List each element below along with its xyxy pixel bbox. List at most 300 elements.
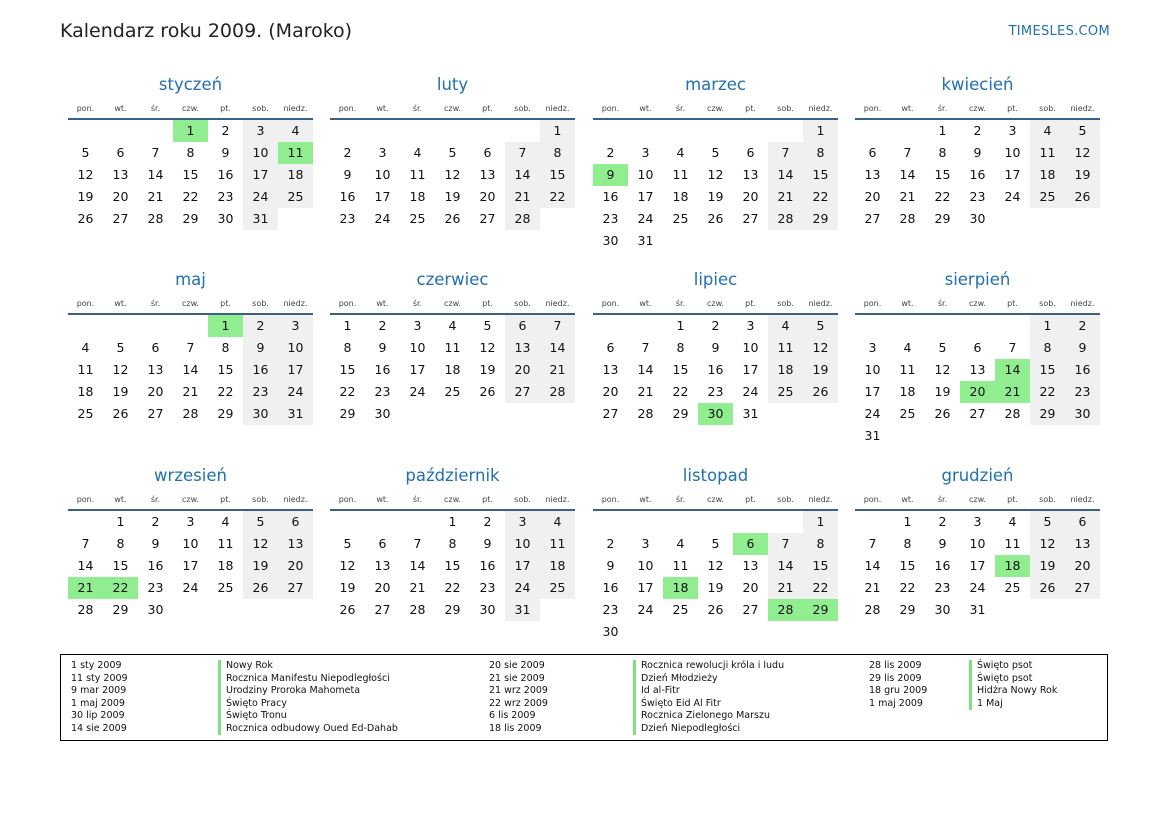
day-cell[interactable]: 3 bbox=[1008, 123, 1017, 138]
day-cell[interactable]: 13 bbox=[112, 167, 129, 182]
day-cell[interactable]: 22 bbox=[103, 577, 138, 599]
day-cell[interactable]: 21 bbox=[540, 359, 575, 381]
day-cell[interactable]: 2 bbox=[606, 536, 615, 551]
day-cell[interactable]: 18 bbox=[278, 164, 313, 186]
day-cell[interactable]: 5 bbox=[1065, 120, 1100, 142]
day-cell[interactable]: 24 bbox=[637, 602, 654, 617]
day-cell[interactable]: 9 bbox=[606, 558, 615, 573]
day-cell[interactable]: 15 bbox=[112, 558, 129, 573]
day-cell[interactable]: 29 bbox=[182, 211, 199, 226]
day-cell[interactable]: 5 bbox=[483, 318, 492, 333]
day-cell[interactable]: 10 bbox=[742, 340, 759, 355]
day-cell[interactable]: 4 bbox=[448, 318, 457, 333]
day-cell[interactable]: 8 bbox=[186, 145, 195, 160]
day-cell[interactable]: 14 bbox=[995, 359, 1030, 381]
day-cell[interactable]: 1 bbox=[903, 514, 912, 529]
day-cell[interactable]: 20 bbox=[479, 189, 496, 204]
day-cell[interactable]: 27 bbox=[969, 406, 986, 421]
day-cell[interactable]: 26 bbox=[707, 211, 724, 226]
day-cell[interactable]: 28 bbox=[77, 602, 94, 617]
day-cell[interactable]: 15 bbox=[803, 555, 838, 577]
day-cell[interactable]: 3 bbox=[186, 514, 195, 529]
day-cell[interactable]: 17 bbox=[409, 362, 426, 377]
day-cell[interactable]: 19 bbox=[243, 555, 278, 577]
day-cell[interactable]: 13 bbox=[278, 533, 313, 555]
day-cell[interactable]: 18 bbox=[1030, 164, 1065, 186]
day-cell[interactable]: 16 bbox=[374, 362, 391, 377]
day-cell[interactable]: 4 bbox=[676, 536, 685, 551]
day-cell[interactable]: 27 bbox=[112, 211, 129, 226]
day-cell[interactable]: 6 bbox=[378, 536, 387, 551]
day-cell[interactable]: 20 bbox=[112, 189, 129, 204]
day-cell[interactable]: 24 bbox=[243, 186, 278, 208]
day-cell[interactable]: 25 bbox=[77, 406, 94, 421]
day-cell[interactable]: 25 bbox=[1030, 186, 1065, 208]
day-cell[interactable]: 3 bbox=[505, 511, 540, 533]
day-cell[interactable]: 10 bbox=[505, 533, 540, 555]
day-cell[interactable]: 16 bbox=[602, 580, 619, 595]
day-cell[interactable]: 19 bbox=[444, 189, 461, 204]
day-cell[interactable]: 7 bbox=[1008, 340, 1017, 355]
day-cell[interactable]: 12 bbox=[1065, 142, 1100, 164]
day-cell[interactable]: 9 bbox=[1065, 337, 1100, 359]
day-cell[interactable]: 11 bbox=[1030, 142, 1065, 164]
day-cell[interactable]: 13 bbox=[1065, 533, 1100, 555]
day-cell[interactable]: 23 bbox=[479, 580, 496, 595]
day-cell[interactable]: 14 bbox=[540, 337, 575, 359]
day-cell[interactable]: 9 bbox=[593, 164, 628, 186]
day-cell[interactable]: 23 bbox=[602, 211, 619, 226]
day-cell[interactable]: 12 bbox=[112, 362, 129, 377]
day-cell[interactable]: 17 bbox=[182, 558, 199, 573]
day-cell[interactable]: 19 bbox=[339, 580, 356, 595]
day-cell[interactable]: 4 bbox=[413, 145, 422, 160]
day-cell[interactable]: 3 bbox=[868, 340, 877, 355]
day-cell[interactable]: 10 bbox=[243, 142, 278, 164]
day-cell[interactable]: 14 bbox=[637, 362, 654, 377]
day-cell[interactable]: 31 bbox=[278, 403, 313, 425]
day-cell[interactable]: 30 bbox=[217, 211, 234, 226]
day-cell[interactable]: 7 bbox=[505, 142, 540, 164]
day-cell[interactable]: 30 bbox=[602, 624, 619, 639]
day-cell[interactable]: 17 bbox=[505, 555, 540, 577]
day-cell[interactable]: 31 bbox=[505, 599, 540, 621]
day-cell[interactable]: 28 bbox=[409, 602, 426, 617]
day-cell[interactable]: 13 bbox=[479, 167, 496, 182]
day-cell[interactable]: 24 bbox=[1004, 189, 1021, 204]
day-cell[interactable]: 4 bbox=[540, 511, 575, 533]
day-cell[interactable]: 19 bbox=[112, 384, 129, 399]
day-cell[interactable]: 16 bbox=[147, 558, 164, 573]
day-cell[interactable]: 28 bbox=[899, 211, 916, 226]
day-cell[interactable]: 13 bbox=[147, 362, 164, 377]
day-cell[interactable]: 11 bbox=[899, 362, 916, 377]
day-cell[interactable]: 21 bbox=[768, 186, 803, 208]
day-cell[interactable]: 4 bbox=[1008, 514, 1017, 529]
day-cell[interactable]: 12 bbox=[77, 167, 94, 182]
day-cell[interactable]: 24 bbox=[637, 211, 654, 226]
day-cell[interactable]: 31 bbox=[742, 406, 759, 421]
day-cell[interactable]: 28 bbox=[182, 406, 199, 421]
day-cell[interactable]: 1 bbox=[1030, 315, 1065, 337]
day-cell[interactable]: 2 bbox=[221, 123, 230, 138]
day-cell[interactable]: 29 bbox=[803, 599, 838, 621]
day-cell[interactable]: 16 bbox=[339, 189, 356, 204]
day-cell[interactable]: 7 bbox=[641, 340, 650, 355]
day-cell[interactable]: 7 bbox=[151, 145, 160, 160]
day-cell[interactable]: 6 bbox=[483, 145, 492, 160]
day-cell[interactable]: 5 bbox=[938, 340, 947, 355]
day-cell[interactable]: 20 bbox=[742, 580, 759, 595]
day-cell[interactable]: 24 bbox=[969, 580, 986, 595]
day-cell[interactable]: 12 bbox=[707, 558, 724, 573]
day-cell[interactable]: 18 bbox=[672, 189, 689, 204]
day-cell[interactable]: 23 bbox=[217, 189, 234, 204]
day-cell[interactable]: 26 bbox=[479, 384, 496, 399]
day-cell[interactable]: 14 bbox=[77, 558, 94, 573]
day-cell[interactable]: 5 bbox=[448, 145, 457, 160]
day-cell[interactable]: 26 bbox=[1030, 577, 1065, 599]
day-cell[interactable]: 9 bbox=[483, 536, 492, 551]
day-cell[interactable]: 7 bbox=[903, 145, 912, 160]
day-cell[interactable]: 18 bbox=[217, 558, 234, 573]
day-cell[interactable]: 16 bbox=[969, 167, 986, 182]
day-cell[interactable]: 2 bbox=[606, 145, 615, 160]
site-link[interactable]: TIMESLES.COM bbox=[1008, 24, 1110, 39]
day-cell[interactable]: 18 bbox=[409, 189, 426, 204]
day-cell[interactable]: 11 bbox=[768, 337, 803, 359]
day-cell[interactable]: 1 bbox=[938, 123, 947, 138]
day-cell[interactable]: 2 bbox=[378, 318, 387, 333]
day-cell[interactable]: 4 bbox=[903, 340, 912, 355]
day-cell[interactable]: 6 bbox=[733, 533, 768, 555]
day-cell[interactable]: 18 bbox=[77, 384, 94, 399]
day-cell[interactable]: 19 bbox=[77, 189, 94, 204]
day-cell[interactable]: 20 bbox=[742, 189, 759, 204]
day-cell[interactable]: 31 bbox=[243, 208, 278, 230]
day-cell[interactable]: 7 bbox=[768, 533, 803, 555]
day-cell[interactable]: 19 bbox=[479, 362, 496, 377]
day-cell[interactable]: 12 bbox=[1030, 533, 1065, 555]
day-cell[interactable]: 8 bbox=[938, 145, 947, 160]
day-cell[interactable]: 22 bbox=[672, 384, 689, 399]
day-cell[interactable]: 28 bbox=[505, 208, 540, 230]
day-cell[interactable]: 16 bbox=[217, 167, 234, 182]
day-cell[interactable]: 10 bbox=[969, 536, 986, 551]
day-cell[interactable]: 14 bbox=[182, 362, 199, 377]
day-cell[interactable]: 21 bbox=[505, 186, 540, 208]
day-cell[interactable]: 26 bbox=[444, 211, 461, 226]
day-cell[interactable]: 24 bbox=[409, 384, 426, 399]
day-cell[interactable]: 6 bbox=[116, 145, 125, 160]
day-cell[interactable]: 6 bbox=[973, 340, 982, 355]
day-cell[interactable]: 5 bbox=[711, 536, 720, 551]
day-cell[interactable]: 6 bbox=[151, 340, 160, 355]
day-cell[interactable]: 10 bbox=[864, 362, 881, 377]
day-cell[interactable]: 15 bbox=[672, 362, 689, 377]
day-cell[interactable]: 16 bbox=[934, 558, 951, 573]
day-cell[interactable]: 30 bbox=[147, 602, 164, 617]
day-cell[interactable]: 28 bbox=[1004, 406, 1021, 421]
day-cell[interactable]: 26 bbox=[112, 406, 129, 421]
day-cell[interactable]: 4 bbox=[81, 340, 90, 355]
day-cell[interactable]: 13 bbox=[505, 337, 540, 359]
day-cell[interactable]: 31 bbox=[969, 602, 986, 617]
day-cell[interactable]: 21 bbox=[768, 577, 803, 599]
day-cell[interactable]: 21 bbox=[864, 580, 881, 595]
day-cell[interactable]: 27 bbox=[278, 577, 313, 599]
day-cell[interactable]: 20 bbox=[960, 381, 995, 403]
day-cell[interactable]: 16 bbox=[243, 359, 278, 381]
day-cell[interactable]: 22 bbox=[1030, 381, 1065, 403]
day-cell[interactable]: 22 bbox=[182, 189, 199, 204]
day-cell[interactable]: 17 bbox=[243, 164, 278, 186]
day-cell[interactable]: 24 bbox=[864, 406, 881, 421]
day-cell[interactable]: 22 bbox=[444, 580, 461, 595]
day-cell[interactable]: 7 bbox=[768, 142, 803, 164]
day-cell[interactable]: 4 bbox=[768, 315, 803, 337]
day-cell[interactable]: 17 bbox=[374, 189, 391, 204]
day-cell[interactable]: 28 bbox=[147, 211, 164, 226]
day-cell[interactable]: 27 bbox=[742, 602, 759, 617]
day-cell[interactable]: 23 bbox=[339, 211, 356, 226]
day-cell[interactable]: 29 bbox=[444, 602, 461, 617]
day-cell[interactable]: 15 bbox=[934, 167, 951, 182]
day-cell[interactable]: 22 bbox=[803, 577, 838, 599]
day-cell[interactable]: 27 bbox=[602, 406, 619, 421]
day-cell[interactable]: 22 bbox=[217, 384, 234, 399]
day-cell[interactable]: 13 bbox=[374, 558, 391, 573]
day-cell[interactable]: 17 bbox=[1004, 167, 1021, 182]
day-cell[interactable]: 25 bbox=[540, 577, 575, 599]
day-cell[interactable]: 11 bbox=[540, 533, 575, 555]
day-cell[interactable]: 24 bbox=[742, 384, 759, 399]
day-cell[interactable]: 28 bbox=[768, 599, 803, 621]
day-cell[interactable]: 29 bbox=[672, 406, 689, 421]
day-cell[interactable]: 18 bbox=[899, 384, 916, 399]
day-cell[interactable]: 18 bbox=[663, 577, 698, 599]
day-cell[interactable]: 15 bbox=[182, 167, 199, 182]
day-cell[interactable]: 12 bbox=[243, 533, 278, 555]
day-cell[interactable]: 12 bbox=[444, 167, 461, 182]
day-cell[interactable]: 14 bbox=[899, 167, 916, 182]
day-cell[interactable]: 12 bbox=[479, 340, 496, 355]
day-cell[interactable]: 27 bbox=[374, 602, 391, 617]
day-cell[interactable]: 6 bbox=[505, 315, 540, 337]
day-cell[interactable]: 3 bbox=[641, 536, 650, 551]
day-cell[interactable]: 20 bbox=[602, 384, 619, 399]
day-cell[interactable]: 23 bbox=[147, 580, 164, 595]
day-cell[interactable]: 31 bbox=[637, 233, 654, 248]
day-cell[interactable]: 17 bbox=[742, 362, 759, 377]
day-cell[interactable]: 2 bbox=[711, 318, 720, 333]
day-cell[interactable]: 17 bbox=[278, 359, 313, 381]
day-cell[interactable]: 12 bbox=[339, 558, 356, 573]
day-cell[interactable]: 23 bbox=[1065, 381, 1100, 403]
day-cell[interactable]: 21 bbox=[637, 384, 654, 399]
day-cell[interactable]: 25 bbox=[672, 602, 689, 617]
day-cell[interactable]: 11 bbox=[1004, 536, 1021, 551]
day-cell[interactable]: 24 bbox=[505, 577, 540, 599]
day-cell[interactable]: 8 bbox=[540, 142, 575, 164]
day-cell[interactable]: 23 bbox=[602, 602, 619, 617]
day-cell[interactable]: 23 bbox=[969, 189, 986, 204]
day-cell[interactable]: 9 bbox=[973, 145, 982, 160]
day-cell[interactable]: 21 bbox=[899, 189, 916, 204]
day-cell[interactable]: 17 bbox=[637, 189, 654, 204]
day-cell[interactable]: 3 bbox=[378, 145, 387, 160]
day-cell[interactable]: 20 bbox=[505, 359, 540, 381]
day-cell[interactable]: 14 bbox=[864, 558, 881, 573]
day-cell[interactable]: 6 bbox=[1065, 511, 1100, 533]
day-cell[interactable]: 30 bbox=[698, 403, 733, 425]
day-cell[interactable]: 14 bbox=[505, 164, 540, 186]
day-cell[interactable]: 18 bbox=[995, 555, 1030, 577]
day-cell[interactable]: 22 bbox=[803, 186, 838, 208]
day-cell[interactable]: 1 bbox=[116, 514, 125, 529]
day-cell[interactable]: 15 bbox=[339, 362, 356, 377]
day-cell[interactable]: 20 bbox=[374, 580, 391, 595]
day-cell[interactable]: 18 bbox=[444, 362, 461, 377]
day-cell[interactable]: 8 bbox=[1030, 337, 1065, 359]
day-cell[interactable]: 13 bbox=[864, 167, 881, 182]
day-cell[interactable]: 6 bbox=[606, 340, 615, 355]
day-cell[interactable]: 12 bbox=[707, 167, 724, 182]
day-cell[interactable]: 2 bbox=[938, 514, 947, 529]
day-cell[interactable]: 10 bbox=[637, 558, 654, 573]
day-cell[interactable]: 27 bbox=[147, 406, 164, 421]
day-cell[interactable]: 15 bbox=[217, 362, 234, 377]
day-cell[interactable]: 28 bbox=[768, 208, 803, 230]
day-cell[interactable]: 4 bbox=[1030, 120, 1065, 142]
day-cell[interactable]: 3 bbox=[973, 514, 982, 529]
day-cell[interactable]: 1 bbox=[448, 514, 457, 529]
day-cell[interactable]: 30 bbox=[1065, 403, 1100, 425]
day-cell[interactable]: 29 bbox=[112, 602, 129, 617]
day-cell[interactable]: 21 bbox=[182, 384, 199, 399]
day-cell[interactable]: 24 bbox=[374, 211, 391, 226]
day-cell[interactable]: 12 bbox=[934, 362, 951, 377]
day-cell[interactable]: 11 bbox=[672, 167, 689, 182]
day-cell[interactable]: 29 bbox=[217, 406, 234, 421]
day-cell[interactable]: 10 bbox=[409, 340, 426, 355]
day-cell[interactable]: 30 bbox=[243, 403, 278, 425]
day-cell[interactable]: 15 bbox=[899, 558, 916, 573]
day-cell[interactable]: 9 bbox=[711, 340, 720, 355]
day-cell[interactable]: 15 bbox=[444, 558, 461, 573]
day-cell[interactable]: 7 bbox=[413, 536, 422, 551]
day-cell[interactable]: 17 bbox=[969, 558, 986, 573]
day-cell[interactable]: 26 bbox=[243, 577, 278, 599]
day-cell[interactable]: 5 bbox=[81, 145, 90, 160]
day-cell[interactable]: 30 bbox=[374, 406, 391, 421]
day-cell[interactable]: 9 bbox=[151, 536, 160, 551]
day-cell[interactable]: 25 bbox=[899, 406, 916, 421]
day-cell[interactable]: 20 bbox=[147, 384, 164, 399]
day-cell[interactable]: 5 bbox=[1030, 511, 1065, 533]
day-cell[interactable]: 26 bbox=[339, 602, 356, 617]
day-cell[interactable]: 7 bbox=[868, 536, 877, 551]
day-cell[interactable]: 1 bbox=[208, 315, 243, 337]
day-cell[interactable]: 19 bbox=[707, 189, 724, 204]
day-cell[interactable]: 19 bbox=[1065, 164, 1100, 186]
day-cell[interactable]: 20 bbox=[1065, 555, 1100, 577]
day-cell[interactable]: 17 bbox=[864, 384, 881, 399]
day-cell[interactable]: 22 bbox=[540, 186, 575, 208]
day-cell[interactable]: 19 bbox=[1030, 555, 1065, 577]
day-cell[interactable]: 9 bbox=[243, 337, 278, 359]
day-cell[interactable]: 8 bbox=[803, 533, 838, 555]
day-cell[interactable]: 18 bbox=[540, 555, 575, 577]
day-cell[interactable]: 14 bbox=[768, 164, 803, 186]
day-cell[interactable]: 25 bbox=[278, 186, 313, 208]
day-cell[interactable]: 26 bbox=[77, 211, 94, 226]
day-cell[interactable]: 25 bbox=[217, 580, 234, 595]
day-cell[interactable]: 2 bbox=[973, 123, 982, 138]
day-cell[interactable]: 27 bbox=[864, 211, 881, 226]
day-cell[interactable]: 23 bbox=[243, 381, 278, 403]
day-cell[interactable]: 22 bbox=[339, 384, 356, 399]
day-cell[interactable]: 1 bbox=[676, 318, 685, 333]
day-cell[interactable]: 20 bbox=[864, 189, 881, 204]
day-cell[interactable]: 4 bbox=[221, 514, 230, 529]
day-cell[interactable]: 2 bbox=[483, 514, 492, 529]
day-cell[interactable]: 1 bbox=[803, 511, 838, 533]
day-cell[interactable]: 10 bbox=[374, 167, 391, 182]
day-cell[interactable]: 12 bbox=[803, 337, 838, 359]
day-cell[interactable]: 13 bbox=[969, 362, 986, 377]
day-cell[interactable]: 8 bbox=[903, 536, 912, 551]
day-cell[interactable]: 21 bbox=[995, 381, 1030, 403]
day-cell[interactable]: 13 bbox=[602, 362, 619, 377]
day-cell[interactable]: 5 bbox=[343, 536, 352, 551]
day-cell[interactable]: 25 bbox=[672, 211, 689, 226]
day-cell[interactable]: 11 bbox=[217, 536, 234, 551]
day-cell[interactable]: 20 bbox=[278, 555, 313, 577]
day-cell[interactable]: 10 bbox=[278, 337, 313, 359]
day-cell[interactable]: 10 bbox=[1004, 145, 1021, 160]
day-cell[interactable]: 15 bbox=[1030, 359, 1065, 381]
day-cell[interactable]: 27 bbox=[742, 211, 759, 226]
day-cell[interactable]: 30 bbox=[602, 233, 619, 248]
day-cell[interactable]: 27 bbox=[479, 211, 496, 226]
day-cell[interactable]: 25 bbox=[409, 211, 426, 226]
day-cell[interactable]: 14 bbox=[147, 167, 164, 182]
day-cell[interactable]: 27 bbox=[1065, 577, 1100, 599]
day-cell[interactable]: 5 bbox=[711, 145, 720, 160]
day-cell[interactable]: 1 bbox=[173, 120, 208, 142]
day-cell[interactable]: 24 bbox=[182, 580, 199, 595]
day-cell[interactable]: 5 bbox=[116, 340, 125, 355]
day-cell[interactable]: 15 bbox=[803, 164, 838, 186]
day-cell[interactable]: 29 bbox=[1030, 403, 1065, 425]
day-cell[interactable]: 21 bbox=[409, 580, 426, 595]
day-cell[interactable]: 8 bbox=[676, 340, 685, 355]
day-cell[interactable]: 30 bbox=[479, 602, 496, 617]
day-cell[interactable]: 17 bbox=[637, 580, 654, 595]
day-cell[interactable]: 30 bbox=[934, 602, 951, 617]
day-cell[interactable]: 11 bbox=[278, 142, 313, 164]
day-cell[interactable]: 26 bbox=[934, 406, 951, 421]
day-cell[interactable]: 14 bbox=[768, 555, 803, 577]
day-cell[interactable]: 21 bbox=[147, 189, 164, 204]
day-cell[interactable]: 29 bbox=[339, 406, 356, 421]
day-cell[interactable]: 23 bbox=[374, 384, 391, 399]
day-cell[interactable]: 31 bbox=[864, 428, 881, 443]
day-cell[interactable]: 3 bbox=[278, 315, 313, 337]
day-cell[interactable]: 11 bbox=[77, 362, 94, 377]
day-cell[interactable]: 16 bbox=[1065, 359, 1100, 381]
